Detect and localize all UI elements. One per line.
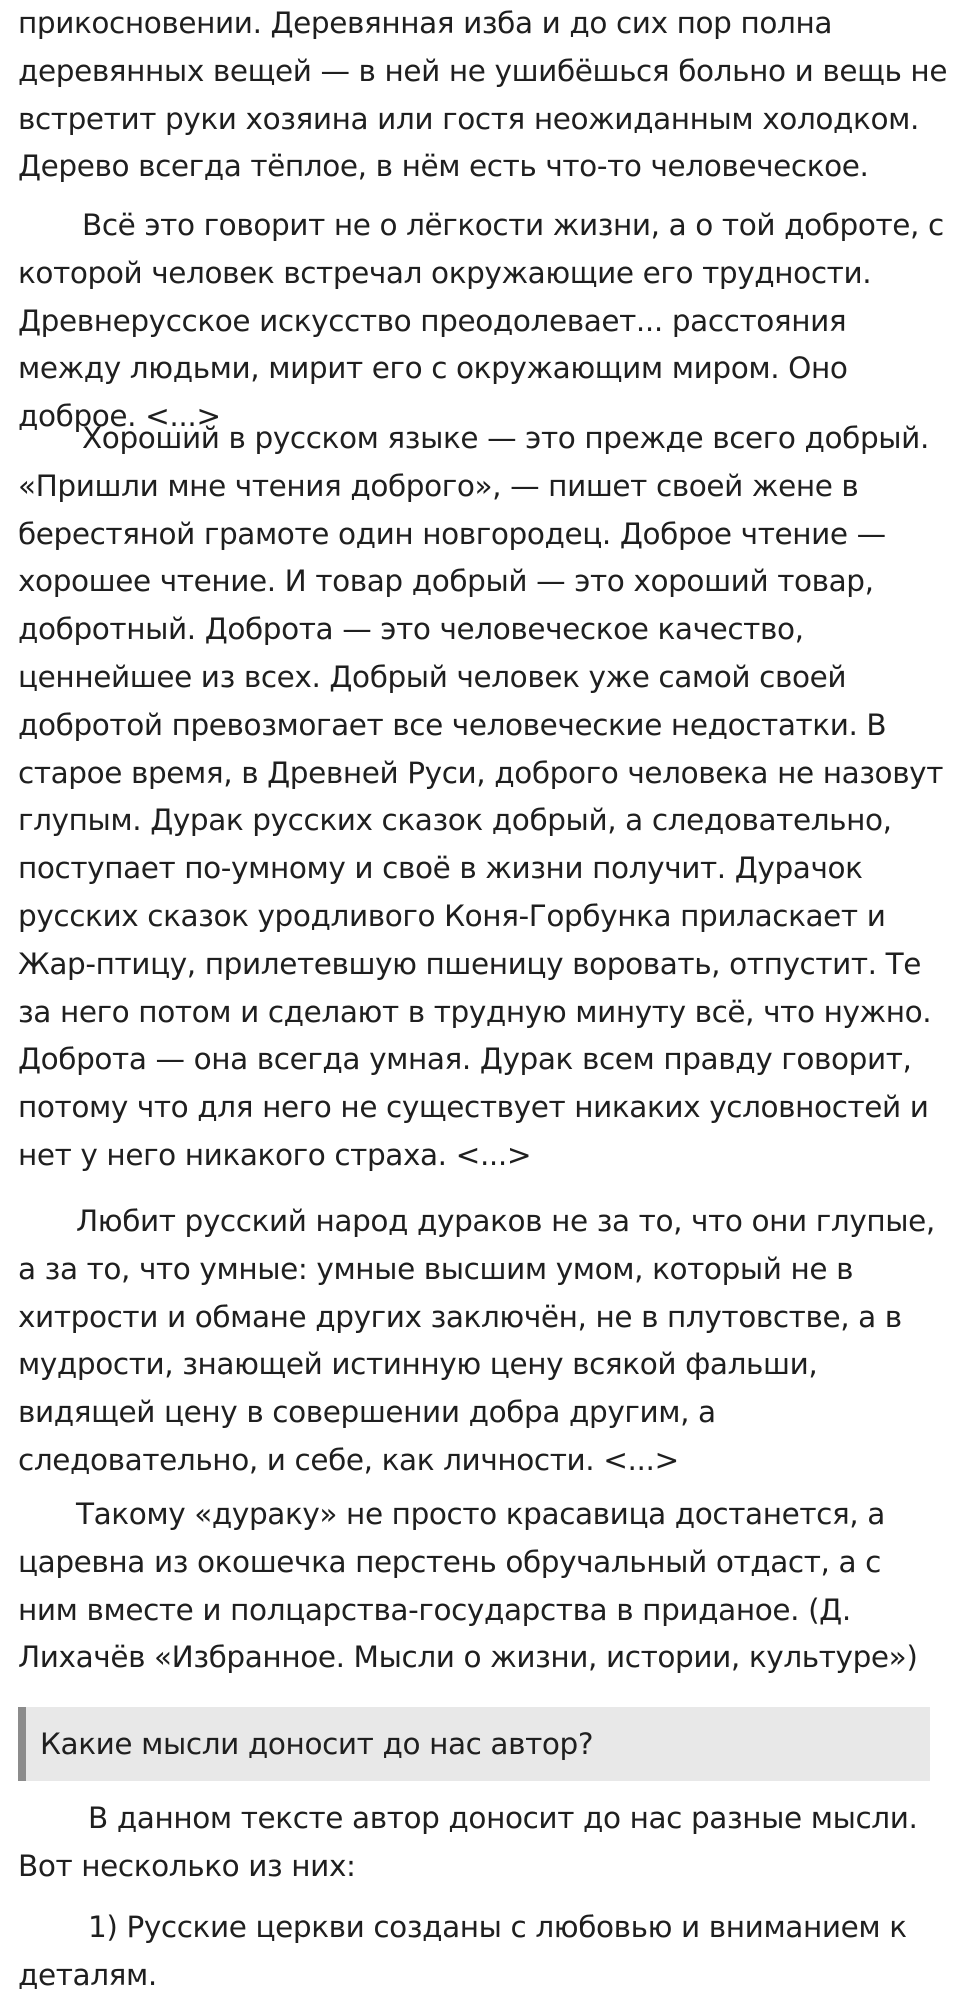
text-paragraph: Хороший в русском языке — это прежде всего добрый. «Пришли мне чтения доброго», — пишет своей жене в берестяной грамоте один новгородец. Доброе чтение — хорошее чтение. И товар добрый — это хороший товар, добротный. Доброта — это человеческое качество, ценнейшее из всех. Добрый человек уже самой своей добротой превозмогает все человеческие недостатки. В старое время, в Древней Руси, доброго человека не назовут глупым. Дурак русских сказок добрый, а следовательно, поступает по-умному и своё в жизни получит. Дурачок русских сказок уродливого Коня-Горбунка приласкает и Жар-птицу, прилетевшую пшеницу воровать, отпустит. Те за него потом и сделают в трудную минуту всё, что нужно. Доброта — она всегда умная. Дурак всем правду говорит, потому что для него не существует никаких условностей и нет у него никакого страха. <...>: [18, 421, 944, 1172]
question-text: Какие мысли доносит до нас автор?: [40, 1727, 594, 1761]
question-block: [18, 1707, 930, 1781]
answer-item: 1) Русские церкви созданы с любовью и вниманием к деталям.: [18, 1910, 907, 1992]
answer-intro: В данном тексте автор доносит до нас разные мысли. Вот несколько из них:: [18, 1801, 918, 1883]
text-paragraph: прикосновении. Деревянная изба и до сих пор полна деревянных вещей — в ней не ушибёшься больно и вещь не встретит руки хозяина или гостя неожиданным холодком. Дерево всегда тёплое, в нём есть что-то человеческое.: [18, 6, 948, 184]
text-paragraph: Такому «дураку» не просто красавица достанется, а царевна из окошечка перстень обручальный отдаст, а с ним вместе и полцарства-государства в приданое. (Д. Лихачёв «Избранное. Мысли о жизни, истории, культуре»): [18, 1497, 918, 1675]
text-paragraph: Всё это говорит не о лёгкости жизни, а о той доброте, с которой человек встречал окружающие его трудности. Древнерусское искусство преодолевает... расстояния между людьми, мирит его с окружающим миром. Оно доброе. <...>: [18, 208, 944, 434]
text-paragraph: Любит русский народ дураков не за то, что они глупые, а за то, что умные: умные высшим умом, который не в хитрости и обмане других заключён, не в плутовстве, а в мудрости, знающей истинную цену всякой фальши, видящей цену в совершении добра другим, а следовательно, и себе, как личности. <...>: [18, 1204, 935, 1477]
